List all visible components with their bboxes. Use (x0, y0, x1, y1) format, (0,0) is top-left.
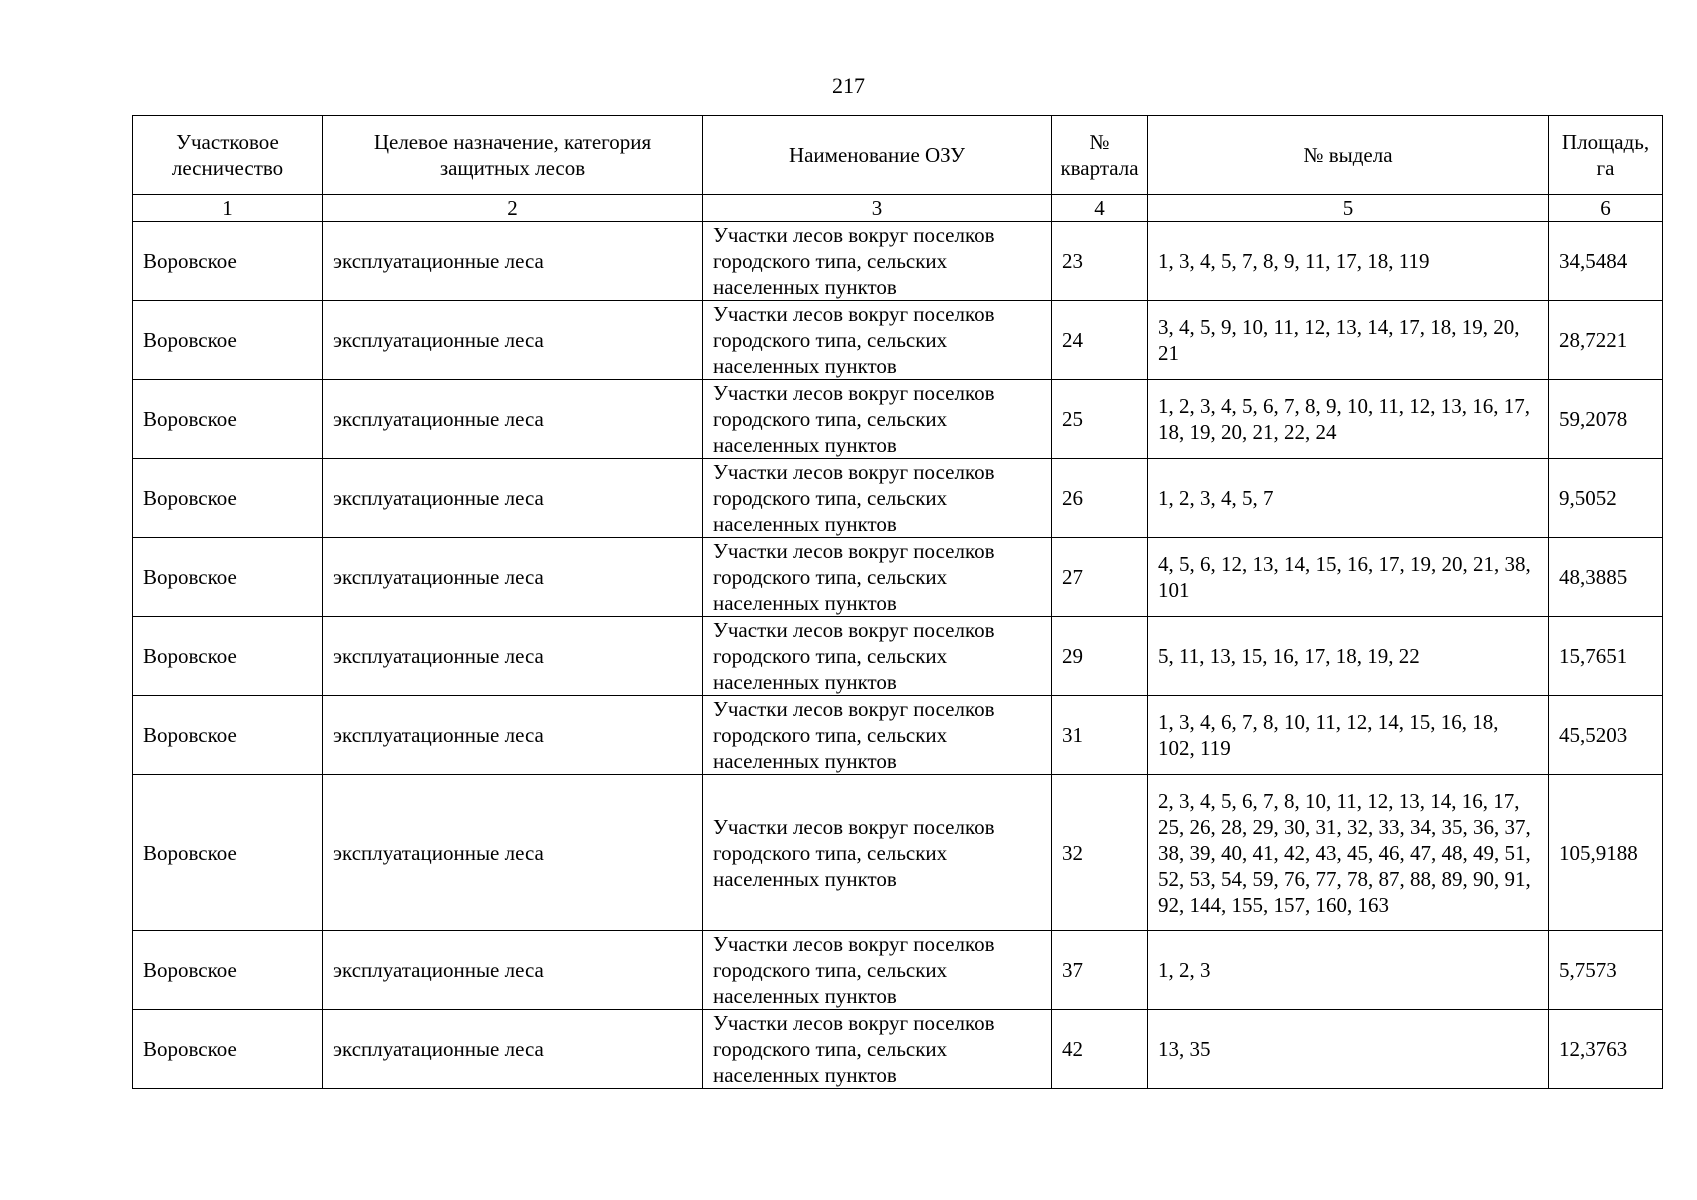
column-number: 1 (133, 195, 323, 222)
table-row (133, 696, 1663, 775)
purpose-cell: эксплуатационные леса (323, 301, 703, 380)
area-cell: 9,5052 (1549, 459, 1663, 538)
area-cell: 28,7221 (1549, 301, 1663, 380)
plots-cell: 1, 3, 4, 6, 7, 8, 10, 11, 12, 14, 15, 16, 18, 102, 119 (1148, 696, 1549, 775)
plots-cell: 1, 3, 4, 5, 7, 8, 9, 11, 17, 18, 119 (1148, 222, 1549, 301)
plots-cell: 4, 5, 6, 12, 13, 14, 15, 16, 17, 19, 20, 21, 38, 101 (1148, 538, 1549, 617)
quarter-cell: 42 (1052, 1010, 1148, 1089)
area-cell: 12,3763 (1549, 1010, 1663, 1089)
forestry-cell: Воровское (133, 459, 323, 538)
ozu-name-cell: Участки лесов вокруг поселков городского типа, сельских населенных пунктов (703, 1010, 1052, 1089)
purpose-cell: эксплуатационные леса (323, 775, 703, 931)
column-number-row (133, 195, 1663, 222)
quarter-cell: 24 (1052, 301, 1148, 380)
plots-cell: 1, 2, 3, 4, 5, 6, 7, 8, 9, 10, 11, 12, 13, 16, 17, 18, 19, 20, 21, 22, 24 (1148, 380, 1549, 459)
plots-cell: 3, 4, 5, 9, 10, 11, 12, 13, 14, 17, 18, 19, 20, 21 (1148, 301, 1549, 380)
header-row (133, 116, 1663, 195)
column-number: 5 (1148, 195, 1549, 222)
purpose-cell: эксплуатационные леса (323, 1010, 703, 1089)
table-row (133, 1010, 1663, 1089)
header-ozu-name: Наименование ОЗУ (703, 116, 1052, 195)
quarter-cell: 31 (1052, 696, 1148, 775)
header-forestry: Участковое лесничество (133, 116, 323, 195)
purpose-cell: эксплуатационные леса (323, 696, 703, 775)
table-row (133, 380, 1663, 459)
purpose-cell: эксплуатационные леса (323, 617, 703, 696)
plots-cell: 13, 35 (1148, 1010, 1549, 1089)
column-number: 4 (1052, 195, 1148, 222)
area-cell: 15,7651 (1549, 617, 1663, 696)
forestry-cell: Воровское (133, 380, 323, 459)
table-row (133, 775, 1663, 931)
ozu-name-cell: Участки лесов вокруг поселков городского типа, сельских населенных пунктов (703, 222, 1052, 301)
forestry-cell: Воровское (133, 617, 323, 696)
table-row (133, 459, 1663, 538)
ozu-name-cell: Участки лесов вокруг поселков городского типа, сельских населенных пунктов (703, 459, 1052, 538)
plots-cell: 5, 11, 13, 15, 16, 17, 18, 19, 22 (1148, 617, 1549, 696)
table-row (133, 617, 1663, 696)
quarter-cell: 23 (1052, 222, 1148, 301)
area-cell: 5,7573 (1549, 931, 1663, 1010)
header-plots: № выдела (1148, 116, 1549, 195)
quarter-cell: 37 (1052, 931, 1148, 1010)
purpose-cell: эксплуатационные леса (323, 931, 703, 1010)
column-number: 3 (703, 195, 1052, 222)
area-cell: 59,2078 (1549, 380, 1663, 459)
ozu-name-cell: Участки лесов вокруг поселков городского типа, сельских населенных пунктов (703, 775, 1052, 931)
quarter-cell: 29 (1052, 617, 1148, 696)
ozu-name-cell: Участки лесов вокруг поселков городского типа, сельских населенных пунктов (703, 301, 1052, 380)
column-number: 6 (1549, 195, 1663, 222)
header-purpose: Целевое назначение, категория защитных лесов (323, 116, 703, 195)
ozu-table (132, 115, 1663, 1089)
forestry-cell: Воровское (133, 696, 323, 775)
table-row (133, 538, 1663, 617)
header-quarter: № квартала (1052, 116, 1148, 195)
table-row (133, 301, 1663, 380)
quarter-cell: 27 (1052, 538, 1148, 617)
forestry-cell: Воровское (133, 775, 323, 931)
area-cell: 45,5203 (1549, 696, 1663, 775)
page-number: 217 (832, 73, 865, 98)
ozu-name-cell: Участки лесов вокруг поселков городского типа, сельских населенных пунктов (703, 696, 1052, 775)
quarter-cell: 32 (1052, 775, 1148, 931)
purpose-cell: эксплуатационные леса (323, 222, 703, 301)
table-row (133, 931, 1663, 1010)
purpose-cell: эксплуатационные леса (323, 538, 703, 617)
purpose-cell: эксплуатационные леса (323, 459, 703, 538)
area-cell: 34,5484 (1549, 222, 1663, 301)
purpose-cell: эксплуатационные леса (323, 380, 703, 459)
quarter-cell: 25 (1052, 380, 1148, 459)
column-number: 2 (323, 195, 703, 222)
area-cell: 105,9188 (1549, 775, 1663, 931)
plots-cell: 1, 2, 3 (1148, 931, 1549, 1010)
header-area: Площадь, га (1549, 116, 1663, 195)
forestry-cell: Воровское (133, 931, 323, 1010)
quarter-cell: 26 (1052, 459, 1148, 538)
forestry-cell: Воровское (133, 222, 323, 301)
table-row (133, 222, 1663, 301)
ozu-name-cell: Участки лесов вокруг поселков городского типа, сельских населенных пунктов (703, 931, 1052, 1010)
plots-cell: 2, 3, 4, 5, 6, 7, 8, 10, 11, 12, 13, 14, 16, 17, 25, 26, 28, 29, 30, 31, 32, 33, 34, 35, 36, 37, 38, 39, 40, 41, 42, 43, 45, 46, 47, 48, 49, 51, 52, 53, 54, 59, 76, 77, 78, 87, 88, 89, 90, 91, 92, 144, 155, 157, 160, 163 (1148, 775, 1549, 931)
forestry-cell: Воровское (133, 301, 323, 380)
area-cell: 48,3885 (1549, 538, 1663, 617)
forestry-cell: Воровское (133, 538, 323, 617)
ozu-name-cell: Участки лесов вокруг поселков городского типа, сельских населенных пунктов (703, 617, 1052, 696)
ozu-name-cell: Участки лесов вокруг поселков городского типа, сельских населенных пунктов (703, 380, 1052, 459)
plots-cell: 1, 2, 3, 4, 5, 7 (1148, 459, 1549, 538)
ozu-name-cell: Участки лесов вокруг поселков городского типа, сельских населенных пунктов (703, 538, 1052, 617)
forestry-cell: Воровское (133, 1010, 323, 1089)
